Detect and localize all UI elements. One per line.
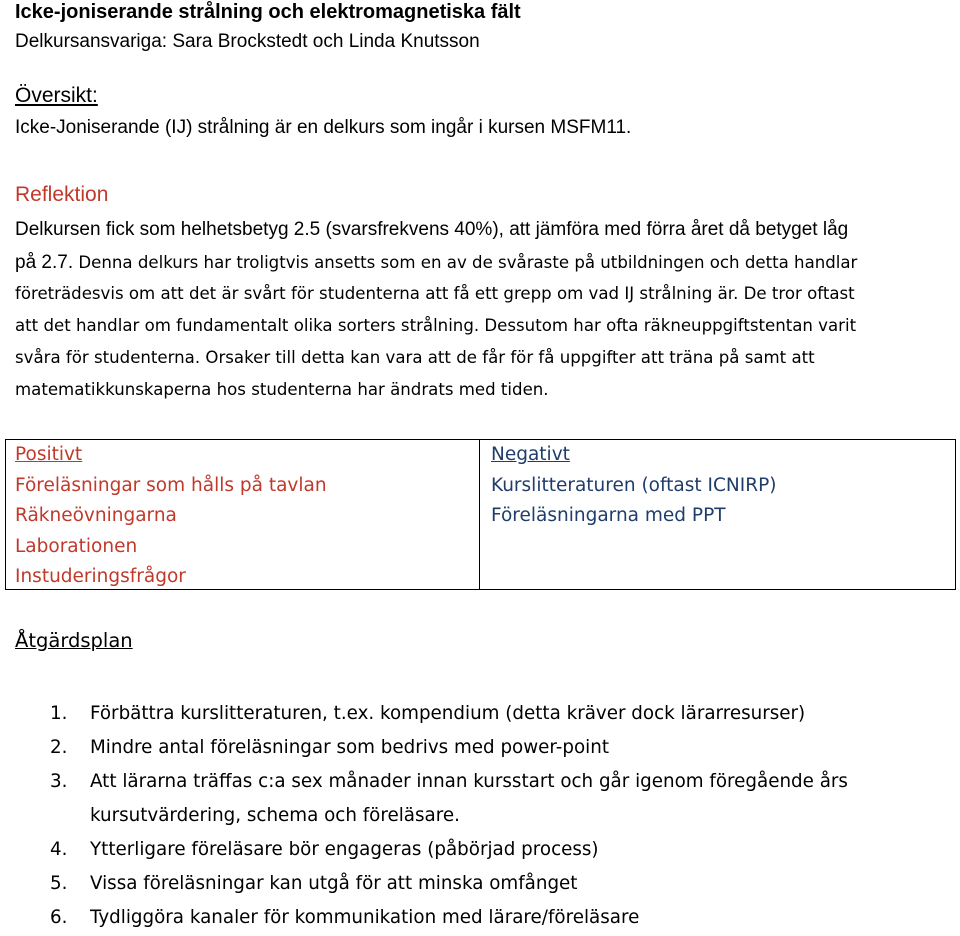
action-plan-list [50, 697, 950, 935]
course-responsible: Delkursansvariga: Sara Brockstedt och Linda Knutsson [15, 31, 480, 52]
action-plan-item [50, 731, 950, 765]
item-text: Förbättra kurslitteraturen, t.ex. kompendium (detta kräver dock lärarresurser) [90, 703, 806, 724]
positive-item: Räkneövningarna [15, 505, 177, 526]
item-number: 5. [50, 873, 68, 894]
reflection-line: svåra för studenterna. Orsaker till detta kan vara att de får för få uppgifter att träna på samt att [15, 348, 815, 367]
negative-heading: Negativt [491, 444, 570, 465]
item-text: Vissa föreläsningar kan utgå för att minska omfånget [90, 873, 578, 894]
action-plan-item [50, 765, 950, 833]
item-number: 4. [50, 839, 68, 860]
positive-column [15, 440, 327, 593]
reflection-text [15, 214, 950, 406]
item-number: 6. [50, 907, 68, 928]
positive-item: Instuderingsfrågor [15, 566, 186, 587]
negative-item: Föreläsningarna med PPT [491, 505, 726, 526]
item-text-continued: kursutvärdering, schema och föreläsare. [90, 805, 460, 826]
reflection-heading: Reflektion [15, 183, 109, 206]
overview-text: Icke-Joniserande (IJ) strålning är en delkurs som ingår i kursen MSFM11. [15, 117, 632, 138]
reflection-line [15, 246, 950, 278]
item-text: Tydliggöra kanaler för kommunikation med lärare/föreläsare [90, 907, 640, 928]
reflection-line-part: Denna delkurs har troligtvis ansetts som en av de svåraste på utbildningen och detta handlar [73, 253, 858, 272]
positive-item: Laborationen [15, 535, 138, 557]
reflection-line: matematikkunskaperna hos studenterna har ändrats med tiden. [15, 380, 549, 399]
item-text: Ytterligare föreläsare bör engageras (påbörjad process) [90, 839, 599, 860]
document-title: Icke-joniserande strålning och elektromagnetiska fält [15, 1, 521, 23]
positive-heading: Positivt [15, 444, 83, 465]
action-plan-item [50, 697, 950, 731]
item-number: 2. [50, 737, 68, 758]
action-plan-item [50, 833, 950, 867]
negative-column [491, 440, 776, 532]
table-divider [479, 440, 480, 589]
item-number: 1. [50, 703, 68, 724]
overview-heading: Översikt: [15, 84, 98, 107]
positive-item: Föreläsningar som hålls på tavlan [15, 474, 327, 496]
action-plan-heading: Åtgärdsplan [15, 629, 133, 652]
feedback-table [5, 439, 956, 590]
reflection-line: att det handlar om fundamentalt olika sorters strålning. Dessutom har ofta räkneuppgiftstentan varit [15, 316, 857, 335]
item-text: Mindre antal föreläsningar som bedrivs med power-point [90, 737, 609, 758]
action-plan-item [50, 901, 950, 935]
reflection-line-part: på 2.7. [15, 252, 74, 273]
item-number: 3. [50, 771, 68, 792]
reflection-line: företrädesvis om att det är svårt för studenterna att få ett grepp om vad IJ strålning är. De tror oftast [15, 284, 855, 303]
item-text: Att lärarna träffas c:a sex månader innan kursstart och går igenom föregående års [90, 771, 848, 792]
action-plan-item [50, 867, 950, 901]
reflection-line: Delkursen fick som helhetsbetyg 2.5 (svarsfrekvens 40%), att jämföra med förra året då betyget låg [15, 219, 849, 240]
negative-item: Kurslitteraturen (oftast ICNIRP) [491, 474, 777, 496]
